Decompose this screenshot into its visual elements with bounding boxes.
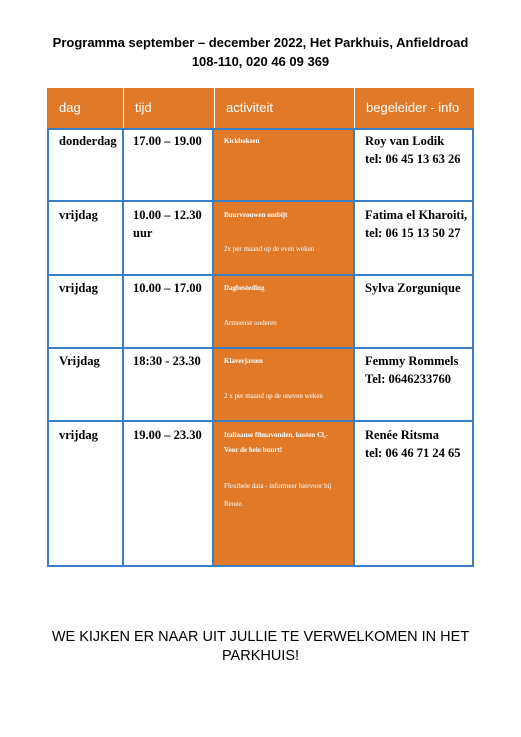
row-5-contact-phone: tel: 06 46 71 24 65 bbox=[365, 446, 461, 460]
header-dag: dag bbox=[59, 100, 81, 115]
row-1-activity: Kickboksen bbox=[224, 137, 260, 145]
closing-message-line-1: WE KIJKEN ER NAAR UIT JULLIE TE VERWELKOMEN IN HET bbox=[51, 629, 470, 645]
row-1-time: 17.00 – 19.00 bbox=[133, 134, 202, 148]
row-5-activity: Italiaanse filmavonden, kosten €3,- bbox=[224, 431, 329, 439]
row-divider bbox=[47, 565, 474, 567]
column-divider bbox=[47, 128, 49, 567]
header-tijd: tijd bbox=[135, 100, 152, 115]
row-1-contact-name: Roy van Lodik bbox=[365, 134, 445, 148]
row-3-note: Armeense ouderen bbox=[224, 319, 277, 327]
row-divider bbox=[47, 128, 474, 130]
row-5-time: 19.00 – 23.30 bbox=[133, 428, 202, 442]
row-3-activity: Dagbesteding bbox=[224, 284, 265, 292]
row-5-contact-name: Renée Ritsma bbox=[365, 428, 439, 442]
row-3-day: vrijdag bbox=[59, 281, 98, 295]
row-5-day: vrijdag bbox=[59, 428, 98, 442]
header-activiteit: activiteit bbox=[226, 100, 273, 115]
title-line-2: 108-110, 020 46 09 369 bbox=[191, 54, 330, 69]
row-2-day: vrijdag bbox=[59, 208, 98, 222]
row-2-contact-phone: tel: 06 15 13 50 27 bbox=[365, 226, 461, 240]
row-divider bbox=[47, 347, 474, 349]
header-begeleider: begeleider - info bbox=[366, 100, 460, 115]
closing-message-line-2: PARKHUIS! bbox=[221, 648, 300, 664]
row-5-note: Flexibele data - informeer hiervoor bij bbox=[224, 482, 332, 490]
row-1-contact-phone: tel: 06 45 13 63 26 bbox=[365, 152, 461, 166]
row-2-contact-name: Fatima el Kharoiti, bbox=[365, 208, 468, 222]
row-divider bbox=[47, 274, 474, 276]
row-1-day: donderdag bbox=[59, 134, 117, 148]
row-4-note: 2 x per maand op de oneven weken bbox=[224, 392, 323, 400]
title-line-1: Programma september – december 2022, Het Parkhuis, Anfieldroad bbox=[52, 35, 469, 50]
row-4-contact-name: Femmy Rommels bbox=[365, 354, 459, 368]
header-divider bbox=[214, 88, 215, 128]
column-divider bbox=[353, 128, 355, 567]
column-divider bbox=[212, 128, 214, 567]
row-4-day: Vrijdag bbox=[59, 354, 100, 368]
row-divider bbox=[47, 420, 474, 422]
row-2-activity: Buurvrouwen ontbijt bbox=[224, 211, 288, 219]
column-divider bbox=[472, 128, 474, 567]
header-divider bbox=[354, 88, 355, 128]
row-4-contact-phone: Tel: 0646233760 bbox=[365, 372, 451, 386]
row-2-time-unit: uur bbox=[133, 226, 153, 240]
closing-message bbox=[0, 628, 521, 666]
row-divider bbox=[47, 200, 474, 202]
row-4-time: 18:30 - 23.30 bbox=[133, 354, 201, 368]
row-5-activity-sub: Voor de hele buurt! bbox=[224, 446, 283, 454]
schedule-table bbox=[47, 88, 474, 567]
row-2-time: 10.00 – 12.30 bbox=[133, 208, 202, 222]
column-divider bbox=[122, 128, 124, 567]
row-5-note-cont: Renée. bbox=[224, 500, 244, 508]
header-divider bbox=[123, 88, 124, 128]
page-title bbox=[0, 33, 521, 71]
row-3-contact-name: Sylva Zorgunique bbox=[365, 281, 461, 295]
row-4-activity: Klaverjassen bbox=[224, 357, 263, 365]
row-3-time: 10.00 – 17.00 bbox=[133, 281, 202, 295]
row-2-note: 2x per maand op de even weken bbox=[224, 245, 315, 253]
